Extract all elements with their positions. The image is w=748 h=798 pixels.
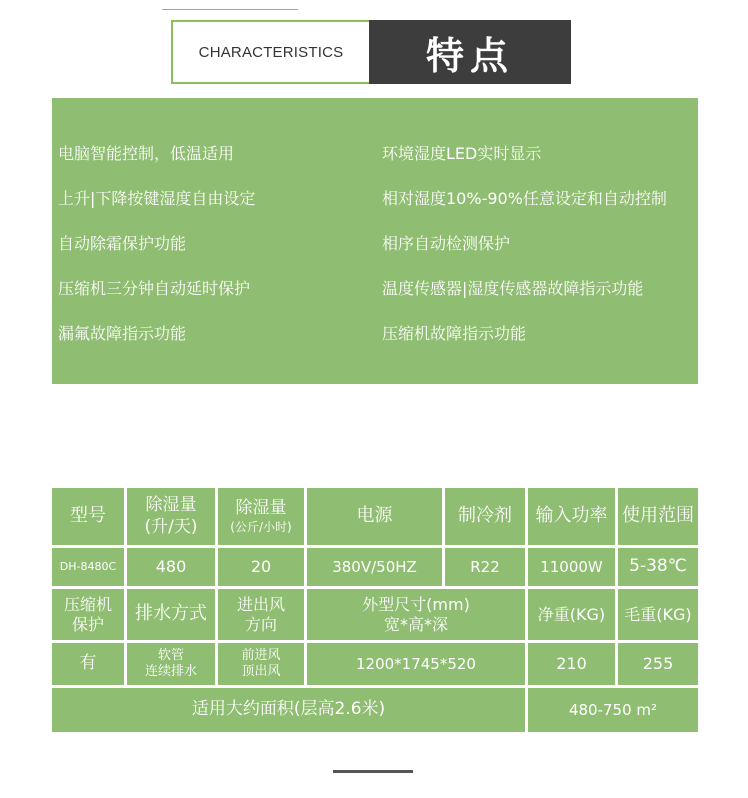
bottom-divider-bar [333,770,413,773]
value-gross-weight: 255 [618,643,698,685]
heading-chinese: 特点 [369,20,571,84]
value-input-power: 11000W [528,548,615,586]
value-applicable-area: 480-750 m² [528,688,698,732]
feature-item: 上升|下降按键湿度自由设定 [58,189,256,208]
value-airflow-line2: 顶出风 [241,664,281,679]
header-airflow-line1: 进出风 [236,594,285,614]
header-airflow-direction [218,589,304,640]
feature-item: 温度传感器|湿度传感器故障指示功能 [382,279,644,298]
label-applicable-area: 适用大约面积(层高2.6米) [52,688,525,732]
value-drain-line1: 软管 [157,647,184,663]
value-refrigerant: R22 [445,548,525,586]
header-refrigerant: 制冷剂 [445,488,525,545]
top-divider-line [162,9,298,10]
header-dehumidify-kgph [218,488,304,545]
value-dehumidify-kgph: 20 [218,548,304,586]
feature-item: 自动除霜保护功能 [58,234,187,253]
header-dimensions-line2: 宽*高*深 [383,614,448,634]
header-dehumidify-lpd-line1: 除湿量 [145,495,197,516]
value-compressor-protection: 有 [52,643,124,685]
header-airflow-line2: 方向 [244,614,277,634]
header-compressor-line1: 压缩机 [63,594,112,614]
header-net-weight: 净重(KG) [528,589,615,640]
feature-item: 相对湿度10%-90%任意设定和自动控制 [382,189,667,208]
header-gross-weight: 毛重(KG) [618,589,698,640]
value-net-weight: 210 [528,643,615,685]
value-drain-method [127,643,215,685]
header-compressor-protection [52,589,124,640]
header-dehumidify-kgph-line2: (公斤/小时) [230,519,292,534]
value-model: DH-8480C [52,548,124,586]
header-dimensions-line1: 外型尺寸(mm) [362,594,470,614]
feature-item: 相序自动检测保护 [382,234,511,253]
header-model: 型号 [52,488,124,545]
value-airflow-line1: 前进风 [241,647,281,663]
feature-item: 压缩机三分钟自动延时保护 [58,279,251,298]
header-usage-range: 使用范围 [618,488,698,545]
value-airflow-direction [218,643,304,685]
features-panel [52,98,698,384]
value-power: 380V/50HZ [307,548,442,586]
value-temp-range: 5-38℃ [618,548,698,586]
header-dehumidify-lpd [127,488,215,545]
feature-item: 电脑智能控制，低温适用 [58,144,235,163]
section-heading [171,20,571,84]
header-dimensions [307,589,525,640]
value-dehumidify-lpd: 480 [127,548,215,586]
header-input-power: 输入功率 [528,488,615,545]
header-dehumidify-kgph-line1: 除湿量 [235,498,287,519]
heading-english: CHARACTERISTICS [171,20,369,84]
feature-item: 漏氟故障指示功能 [58,324,187,343]
feature-item: 压缩机故障指示功能 [382,324,527,343]
value-dimensions: 1200*1745*520 [307,643,525,685]
header-drain-method: 排水方式 [127,589,215,640]
specs-table [52,488,698,733]
feature-item: 环境湿度LED实时显示 [382,144,542,163]
header-compressor-line2: 保护 [71,614,104,634]
header-dehumidify-lpd-line2: (升/天) [144,516,198,537]
value-drain-line2: 连续排水 [144,664,197,679]
header-power: 电源 [307,488,442,545]
